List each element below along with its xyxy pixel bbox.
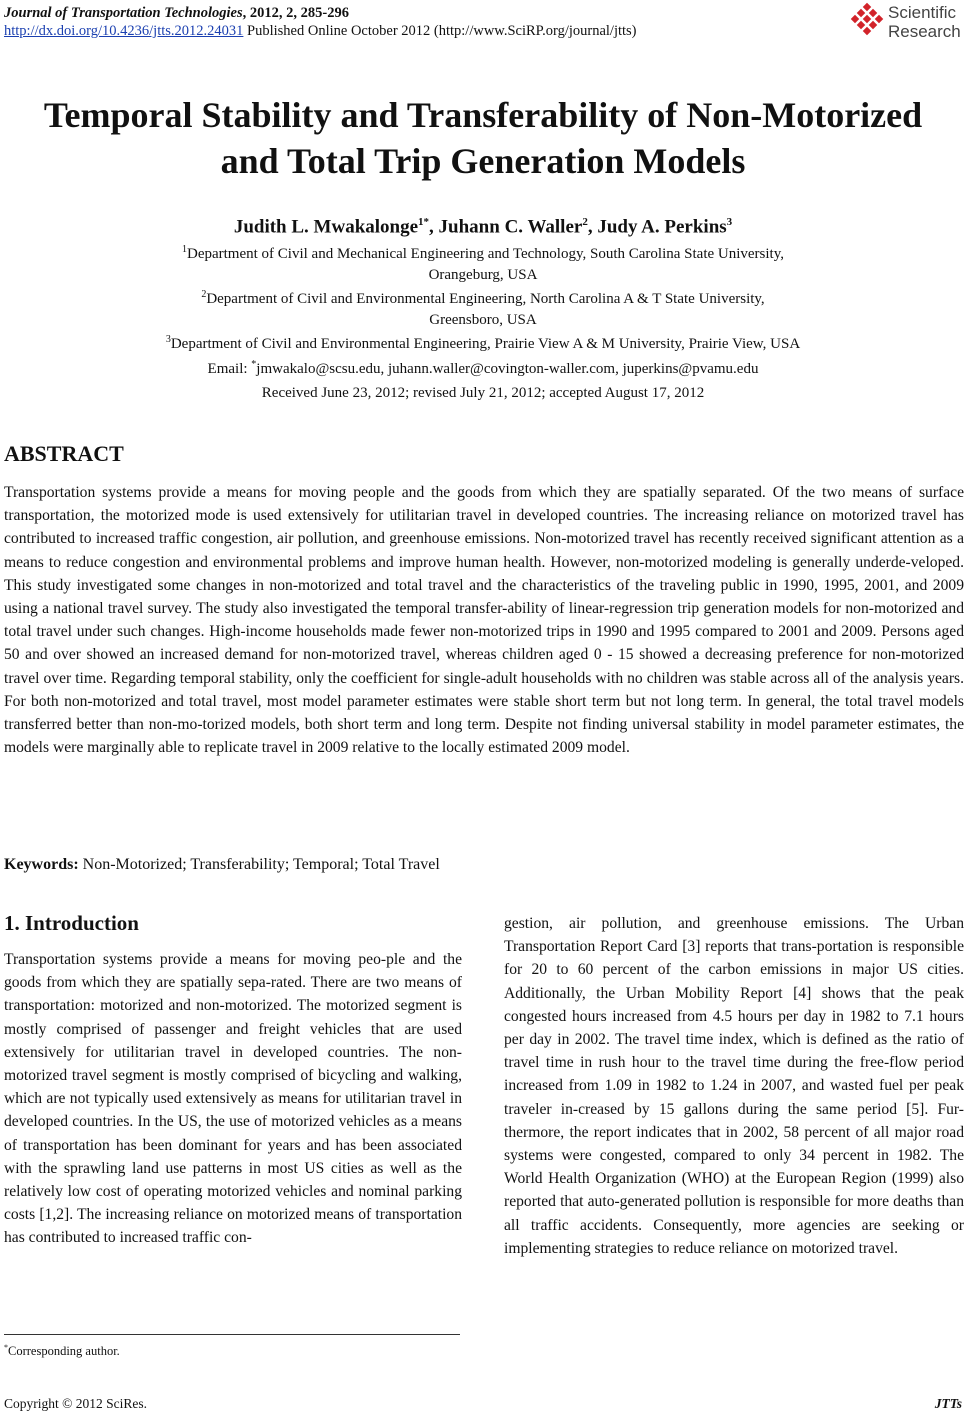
affil-2-text: Department of Civil and Environmental Engineering, North Carolina A & T State University, xyxy=(206,291,765,308)
abstract-heading: ABSTRACT xyxy=(4,441,124,466)
affiliation-2-city: Greensboro, USA xyxy=(429,311,537,328)
doi-line xyxy=(4,22,637,40)
author-1: Judith L. Mwakalonge xyxy=(233,216,419,238)
title-line-2: and Total Trip Generation Models xyxy=(220,141,746,181)
author-3: , Judy A. Perkins xyxy=(587,216,727,238)
received-dates: Received June 23, 2012; revised July 21, 2012; accepted August 17, 2012 xyxy=(261,385,705,401)
abstract-text: Transportation systems provide a means for moving people and the goods from which they are spatially separated. Of the two means of surface transportation, the motorized mode is used extensively for utilitarian travel in developed countries. The increasing reliance on motorized travel has contributed to increased traffic congestion, air pollution, and greenhouse emissions. Non-motorized travel has recently received significant attention as a means to reduce congestion and environmental problems and improve human health. However, non-motorized modeling is generally underde-veloped. This study investigated some changes in non-motorized and total travel and the characteristics of the traveling public in 1990, 1995, 2001, and 2009 using a national travel survey. The study also investigated the temporal transfer-ability of linear-regression trip generation models for non-motorized and total travel under such changes. High-income households made fewer non-motorized trips in 1990 and 1995 compared to 2001 and 2009. Persons aged 50 and over showed an increased demand for non-motorized travel, whereas children aged 0 - 15 showed a decreasing preference for non-motorized travel over time. Regarding temporal stability, only the coefficient for single-adult households with no children was stable across all of the analysis years. For both non-motorized and total travel, most model parameter estimates were stable short term but not long term. In general, the total travel models transferred better than non-mo-torized models, both short term and long term. Despite not finding universal stability in model parameter estimates, the models were marginally able to replicate travel in 2009 relative to the locally estimated 2009 model. xyxy=(4,484,964,757)
email-sup: * xyxy=(251,358,257,370)
copyright-footer: Copyright © 2012 SciRes. xyxy=(4,1396,148,1411)
affiliation-3 xyxy=(0,330,966,355)
author-2-sup: 2 xyxy=(582,216,588,228)
affil-1-text: Department of Civil and Mechanical Engineering and Technology, South Carolina State University, xyxy=(187,246,784,262)
affil-1-sup: 1 xyxy=(182,244,187,255)
intro-left-column: Transportation systems provide a means for moving peo-ple and the goods from which they are spatially sepa-rated. There are two means of transportation: motorized and non-motorized. The motorized segment is mostly comprised of passenger and freight vehicles that are used extensively for utilitarian travel in developed countries. The non-motorized travel segment is mostly comprised of bicycling and walking, which are not typically used extensively as means for utilitarian travel in developed countries. In the US, the use of motorized vehicles as a means of transportation has been dominant for years and has been associated with the sprawling land use patterns in most US cities as well as the relatively low cost of operating motorized vehicles and nominal parking costs [1,2]. The increasing reliance on motorized means of transportation has contributed to increased traffic con- xyxy=(4,951,462,1247)
section-heading-introduction: 1. Introduction xyxy=(4,911,139,935)
affil-3-text: Department of Civil and Environmental Engineering, Prairie View A & M University, Prairie View, USA xyxy=(170,336,801,353)
keywords-text: Non-Motorized; Transferability; Temporal; Total Travel xyxy=(78,856,440,873)
footnote-divider xyxy=(4,1334,460,1335)
footnote xyxy=(4,1340,120,1359)
scientific-research-logo xyxy=(848,2,966,42)
email-label: Email: xyxy=(207,360,252,377)
logo-line-2: Research xyxy=(888,22,961,41)
author-list xyxy=(0,210,966,239)
author-1-sup: 1* xyxy=(418,216,430,228)
affiliation-2 xyxy=(0,285,966,310)
published-text: Published Online October 2012 (http://www.SciRP.org/journal/jtts) xyxy=(243,23,637,39)
author-3-sup: 3 xyxy=(726,216,733,228)
volume-info: , 2012, 2, 285-296 xyxy=(242,5,349,21)
affiliation-1-city: Orangeburg, USA xyxy=(428,266,538,283)
keywords-label: Keywords: xyxy=(4,856,79,873)
author-2: , Juhann C. Waller xyxy=(429,216,583,238)
affil-2-sup: 2 xyxy=(201,289,207,301)
intro-right-column: gestion, air pollution, and greenhouse emissions. The Urban Transportation Report Card [3] reports that trans-portation is responsible for 20 to 60 percent of the carbon emissions in major US cities. Additionally, the Urban Mobility Report [4] shows that the peak congested hours increased from 4.5 hours per day in 1982 to 7.1 hours per day in 2002. The travel time index, which is defined as the ratio of travel time in rush hour to the travel time during the free-flow period increased from 1.09 in 1982 to 1.24 in 2007, and wasted fuel per peak traveler in-creased by 15 gallons during the same period [5]. Fur-thermore, the report indicates that in 2002, 58 percent of all major road systems were congested, compared to only 34 percent in 1982. The World Health Organization (WHO) at the European Region (1999) also reported that auto-generated pollution is responsible for more deaths than all traffic accidents. Consequently, more agencies are seeking or implementing strategies to reduce reliance on motorized travel. xyxy=(504,915,964,1257)
logo-diamond-icon xyxy=(848,2,886,40)
affil-3-sup: 3 xyxy=(165,334,171,346)
journal-abbreviation: JTTs xyxy=(934,1396,962,1411)
journal-citation xyxy=(4,4,349,22)
email-line xyxy=(0,355,966,380)
doi-link[interactable]: http://dx.doi.org/10.4236/jtts.2012.24031 xyxy=(4,23,244,39)
affiliations xyxy=(0,240,966,380)
logo-line-1: Scientific xyxy=(888,3,957,22)
affiliation-1 xyxy=(0,240,966,265)
keywords-line xyxy=(4,854,440,876)
paper-title xyxy=(0,92,966,184)
title-line-1: Temporal Stability and Transferability of Non-Motorized xyxy=(43,95,923,135)
logo-text xyxy=(888,3,961,41)
footnote-sup: * xyxy=(4,1343,8,1352)
footnote-text: Corresponding author. xyxy=(8,1344,120,1359)
email-addresses: jmwakalo@scsu.edu, juhann.waller@covington-waller.com, juperkins@pvamu.edu xyxy=(256,360,759,377)
journal-name: Journal of Transportation Technologies xyxy=(4,5,243,21)
